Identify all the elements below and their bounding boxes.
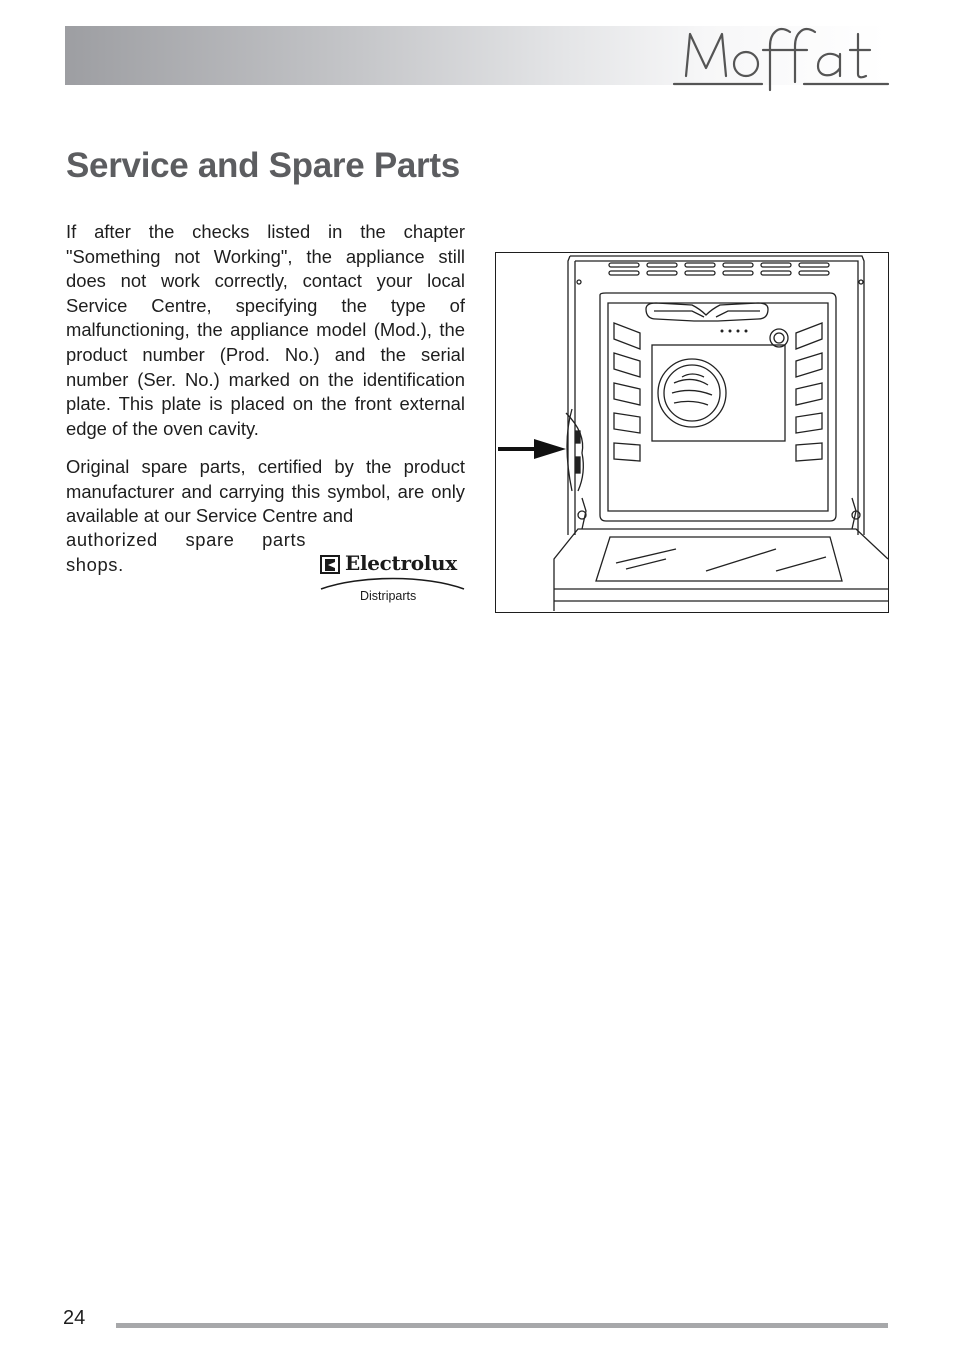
- footer-rule: [116, 1323, 888, 1328]
- page-number: 24: [63, 1307, 86, 1329]
- paragraph-service-info: If after the checks listed in the chapter "Something not Working", the appliance still does not work correctly, contact your local Service Centre, specifying the type of malfunctioning, the appliance model (Mod.), the product number (Prod. No.) and the serial number (Ser. No.) marked on the identification plate. This plate is placed on the front external edge of the oven cavity.: [66, 221, 465, 439]
- paragraph-spare-parts: Original spare parts, certified by the product manufacturer and carrying this symbol, are only available at our Service Centre and: [66, 456, 465, 527]
- oven-drawing: [496, 253, 888, 612]
- paragraph-spare-parts-end: shops.: [66, 554, 124, 575]
- page-title: Service and Spare Parts: [66, 146, 460, 185]
- moffat-logo: [670, 20, 892, 96]
- electrolux-distriparts-logo: [318, 551, 466, 611]
- oven-illustration: [495, 252, 889, 613]
- electrolux-emblem-icon: [320, 555, 342, 575]
- electrolux-wordmark: Electrolux: [345, 551, 457, 575]
- distriparts-label: Distriparts: [360, 589, 417, 603]
- paragraph-spare-parts-line: authorized spare parts: [66, 529, 306, 550]
